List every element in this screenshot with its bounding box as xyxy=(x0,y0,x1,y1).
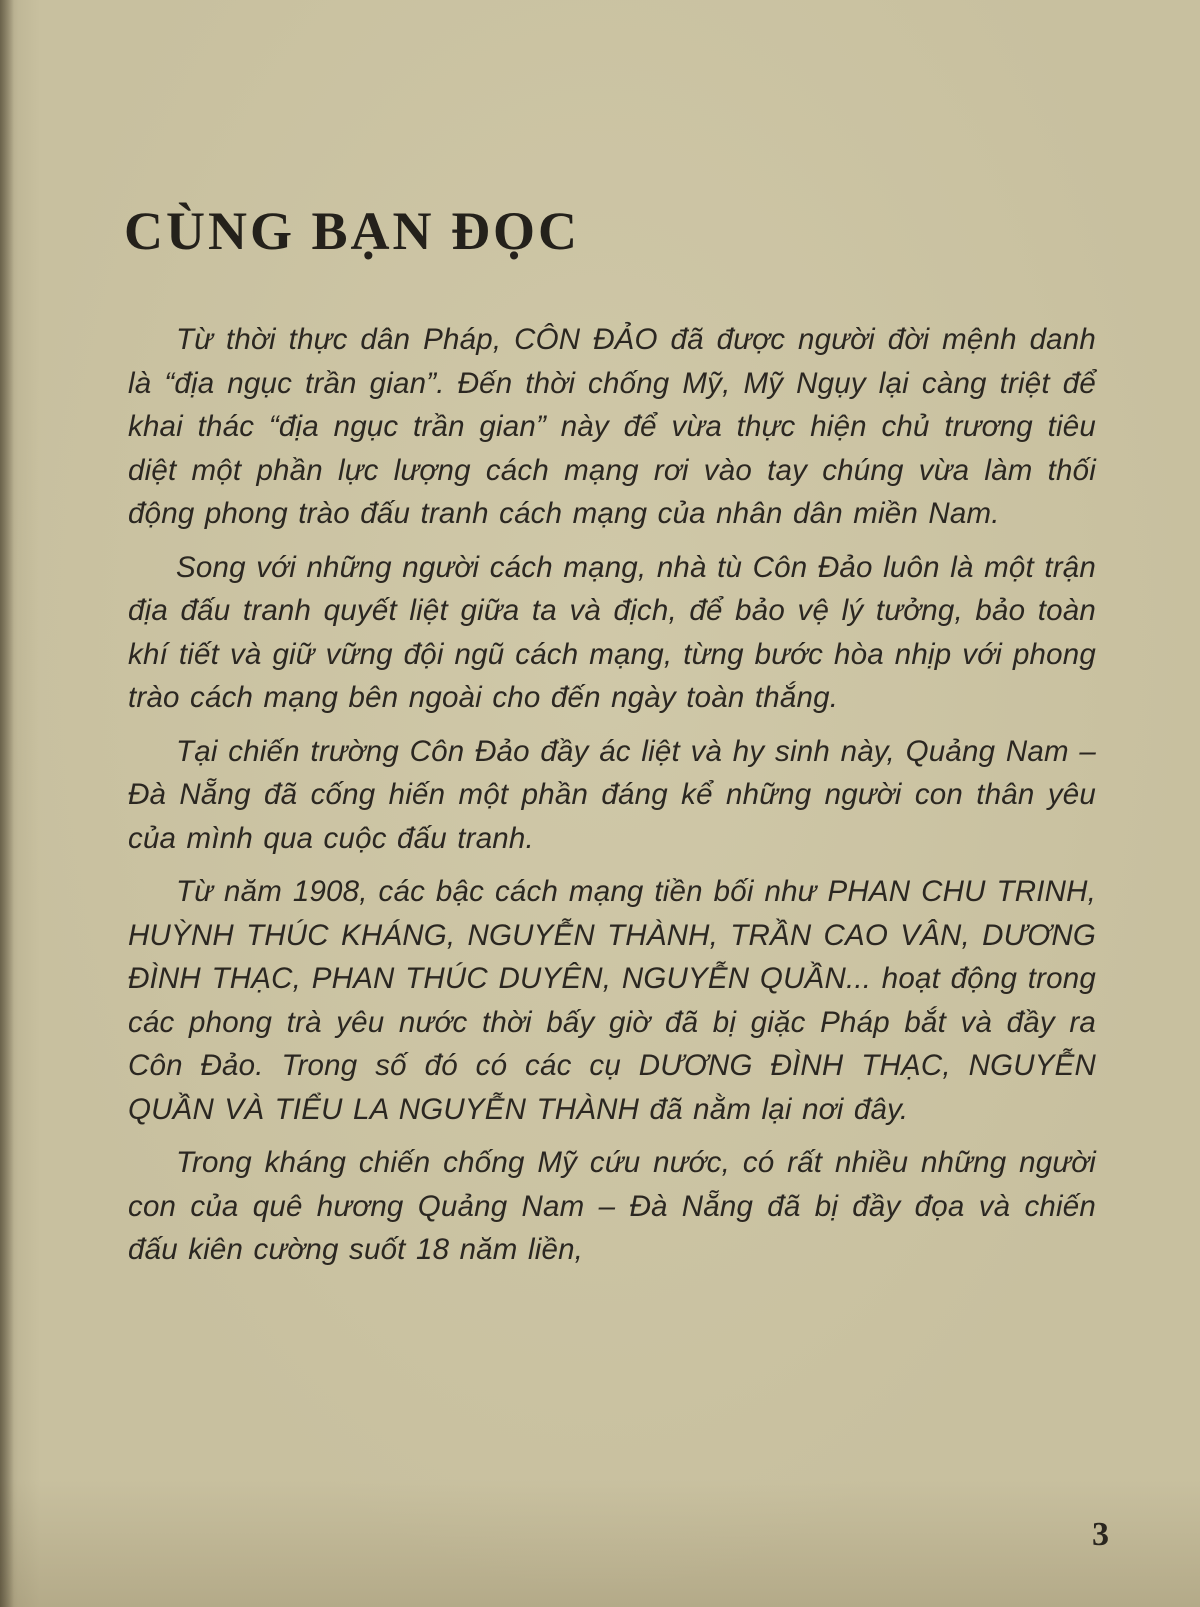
page-title: CÙNG BẠN ĐỌC xyxy=(124,201,581,261)
paragraph-4: Từ năm 1908, các bậc cách mạng tiền bối như PHAN CHU TRINH, HUỲNH THÚC KHÁNG, NGUYỄN THÀNH, TRẦN CAO VÂN, DƯƠNG ĐÌNH THẠC, PHAN THÚC DUYÊN, NGUYỄN QUẦN... hoạt động trong các phong trà yêu nước thời bấy giờ đã bị giặc Pháp bắt và đầy ra Côn Đảo. Trong số đó có các cụ DƯƠNG ĐÌNH THẠC, NGUYỄN QUẦN VÀ TIỂU LA NGUYỄN THÀNH đã nằm lại nơi đây. xyxy=(128,875,1096,1126)
paragraph-5: Trong kháng chiến chống Mỹ cứu nước, có rất nhiều những người con của quê hương Quảng Nam – Đà Nẵng đã bị đầy đọa và chiến đấu kiên cường suốt 18 năm liền, xyxy=(128,1146,1096,1266)
paragraph-3: Tại chiến trường Côn Đảo đầy ác liệt và hy sinh này, Quảng Nam – Đà Nẵng đã cống hiến một phần đáng kể những người con thân yêu của mình qua cuộc đấu tranh. xyxy=(128,734,1096,855)
paragraph-2: Song với những người cách mạng, nhà tù Côn Đảo luôn là một trận địa đấu tranh quyết liệt giữa ta và địch, để bảo vệ lý tưởng, bảo toàn khí tiết và giữ vững đội ngũ cách mạng, từng bước hòa nhịp với phong trào cách mạng bên ngoài cho đến ngày toàn thắng. xyxy=(128,550,1096,714)
binding-shadow xyxy=(0,0,14,1607)
body-text xyxy=(128,318,1096,1282)
page-number: 3 xyxy=(1092,1516,1109,1553)
paragraph-1: Từ thời thực dân Pháp, CÔN ĐẢO đã được người đời mệnh danh là “địa ngục trần gian”. Đến thời chống Mỹ, Mỹ Ngụy lại càng triệt để khai thác “địa ngục trần gian” này để vừa thực hiện chủ trương tiêu diệt một phần lực lượng cách mạng rơi vào tay chúng vừa làm thối động phong trào đấu tranh cách mạng của nhân dân miền Nam. xyxy=(128,323,1096,530)
